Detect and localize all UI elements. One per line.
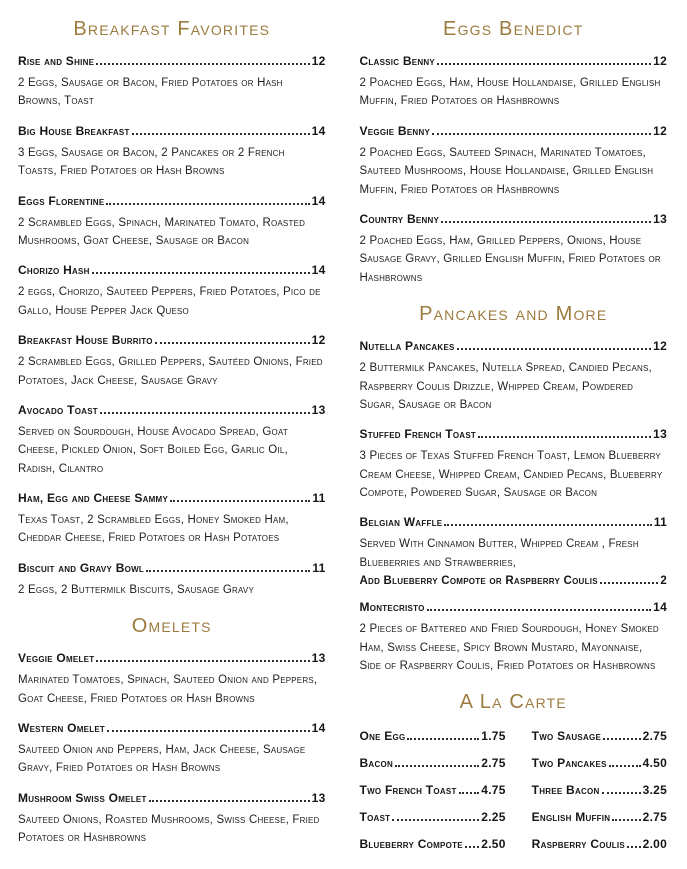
menu-item-breakfast-house-burrito [18,333,326,390]
a-la-carte-name: Bacon [359,756,393,771]
a-la-carte-name: Blueberry Compote [359,837,463,852]
dot-leader [441,221,651,223]
dot-leader [107,730,310,732]
a-la-carte-name: Raspberry Coulis [531,837,625,852]
menu-item-header [18,263,326,277]
dot-leader [612,819,640,821]
menu-item-description: 3 Pieces of Texas Stuffed French Toast, Lemon Blueberry Cream Cheese, Whipped Cream, Candied Pecans, Blueberry Compote, Powdered Sugar, Sausage or Bacon [359,450,663,500]
menu-item-price: 14 [311,721,326,736]
menu-item-header [18,194,326,208]
a-la-carte-name: Two Sausage [531,729,602,744]
menu-item-name: Rise and Shine [18,54,95,68]
right-column [360,10,668,851]
menu-item-description: Sauteed Onions, Roasted Mushrooms, Swiss Cheese, Fried Potatoes or Hashbrowns [18,813,320,845]
a-la-carte-item-two-french-toast [360,783,506,797]
dot-leader [407,738,479,740]
menu-item-avocado-toast [18,403,326,478]
menu-item-price: 14 [311,123,326,138]
menu-item-header [360,427,668,441]
menu-item-description: Marinated Tomatoes, Spinach, Sauteed Onion and Peppers, Goat Cheese, Fried Potatoes or Hash Browns [18,674,318,705]
menu-item-header [360,339,668,353]
menu-item-name: Breakfast House Burrito [18,333,153,348]
menu-item-price: 13 [311,790,326,805]
dot-leader [155,342,310,344]
dot-leader [602,792,641,794]
a-la-carte-item-toast [360,810,506,824]
a-la-carte-price: 2.25 [481,810,506,825]
menu-item-name: Western Omelet [18,721,106,736]
menu-item-header [18,791,326,805]
section-title-a-la-carte: A La Carte [459,691,567,714]
menu-item-name: Big House Breakfast [18,123,130,138]
a-la-carte-name: Two Pancakes [531,756,607,771]
dot-leader [627,846,641,848]
dot-leader [603,738,641,740]
menu-item-big-house-breakfast [18,124,326,181]
addon-name: Add Blueberry Compote or Raspberry Coulis [359,575,598,588]
menu-item-addon [360,575,668,587]
menu-item-header [18,124,326,138]
menu-item-description: 2 Pieces of Battered and Fried Sourdough, Honey Smoked Ham, Swiss Cheese, Spicy Brown Mustard, Mayonnaise, Side of Raspberry Coulis, Fried Potatoes or Hashbrowns [359,623,659,673]
dot-leader [146,570,310,572]
section-title-breakfast-favorites: Breakfast Favorites [73,18,271,40]
menu-item-name: Biscuit and Gravy Bowl [18,560,145,575]
menu-item-price: 13 [653,427,667,442]
menu-item-description: 3 Eggs, Sausage or Bacon, 2 Pancakes or 2 French Toasts, Fried Potatoes or Hash Browns [18,146,285,178]
dot-leader [395,765,479,767]
menu-item-price: 12 [653,54,667,68]
menu-item-ham-egg-cheese-sammy [18,491,326,548]
menu-item-name: Belgian Waffle [359,515,443,530]
menu-item-name: Country Benny [359,211,440,226]
a-la-carte-name: Toast [359,810,391,825]
dot-leader [444,524,651,526]
a-la-carte-price: 4.50 [642,756,667,771]
menu-item-name: Mushroom Swiss Omelet [18,790,147,805]
menu-item-header [18,651,326,665]
a-la-carte-price: 2.75 [481,756,506,771]
menu-item-description: Served on Sourdough, House Avocado Spread, Goat Cheese, Pickled Onion, Soft Boiled Egg, Garlic Oil, Radish, Cilantro [18,425,288,475]
menu-item-header [18,333,326,347]
menu-item-montecristo [360,600,668,675]
menu-item-header [18,403,326,417]
a-la-carte-name: English Muffin [531,810,611,825]
a-la-carte-item-english-muffin [532,810,667,824]
menu-item-western-omelet [18,721,326,778]
a-la-carte-price: 2.75 [642,729,667,744]
dot-leader [92,272,310,274]
a-la-carte-column-2 [532,716,667,851]
a-la-carte-item-two-pancakes [532,756,667,770]
menu-item-price: 14 [311,193,326,208]
a-la-carte-column-1 [360,716,506,851]
section-title-pancakes-and-more: Pancakes and More [419,303,608,326]
section-title-eggs-benedict: Eggs Benedict [443,18,584,40]
left-column [18,10,326,851]
menu-item-veggie-benny [360,124,668,199]
menu-item-mushroom-swiss-omelet [18,791,326,848]
menu-item-header [18,491,326,505]
dot-leader [96,63,309,65]
menu-item-name: Stuffed French Toast [359,427,477,442]
menu-item-header [360,54,668,68]
menu-item-header [360,515,668,529]
menu-item-name: Ham, Egg and Cheese Sammy [18,491,169,506]
menu-item-description: 2 Poached Eggs, Ham, House Hollandaise, Grilled English Muffin, Fried Potatoes or Hashbrowns [359,77,661,108]
menu-item-stuffed-french-toast [360,427,668,502]
a-la-carte-item-one-egg [360,729,506,743]
dot-leader [100,412,310,414]
menu-item-price: 12 [311,54,326,68]
menu-item-name: Nutella Pancakes [359,339,455,354]
menu-item-description: 2 Eggs, Sausage or Bacon, Fried Potatoes or Hash Browns, Toast [18,77,283,108]
menu-item-description: 2 Scrambled Eggs, Grilled Peppers, Sautéed Onions, Fried Potatoes, Jack Cheese, Sausage Gravy [18,356,323,387]
menu-item-price: 12 [653,339,667,354]
dot-leader [170,500,310,502]
menu-item-veggie-omelet [18,651,326,708]
menu-item-country-benny [360,212,668,287]
menu-item-description: Served With Cinnamon Butter, Whipped Cream , Fresh Blueberries and Strawberries, [359,538,639,569]
a-la-carte-price: 2.50 [481,837,506,852]
menu-item-header [18,561,326,575]
menu-item-description: 2 Poached Eggs, Sauteed Spinach, Marinated Tomatoes, Sauteed Mushrooms, House Hollandaise, Grilled English Muffin, Fried Potatoes or Hashbrowns [359,146,654,196]
menu-item-name: Chorizo Hash [18,263,90,278]
menu-item-price: 12 [311,333,326,348]
menu-item-description: 2 Poached Eggs, Ham, Grilled Peppers, Onions, House Sausage Gravy, Grilled English Muffin, Fried Potatoes or Hashbrowns [359,234,661,284]
a-la-carte-name: One Egg [359,729,406,744]
a-la-carte-item-two-sausage [532,729,667,743]
menu-item-name: Veggie Benny [359,123,431,138]
dot-leader [600,582,659,584]
a-la-carte-name: Two French Toast [359,783,457,798]
menu-item-price: 13 [311,651,326,666]
dot-leader [106,203,309,205]
dot-leader [457,348,652,350]
dot-leader [392,819,479,821]
a-la-carte-item-three-bacon [532,783,667,797]
menu-item-price: 14 [653,600,667,615]
section-title-omelets: Omelets [131,615,212,638]
dot-leader [465,846,480,848]
menu-item-eggs-florentine [18,194,326,251]
menu-item-price: 13 [653,211,667,226]
menu-item-header [18,721,326,735]
a-la-carte-price: 2.75 [642,810,667,825]
menu-item-biscuit-and-gravy-bowl [18,561,326,599]
a-la-carte-item-blueberry-compote [360,837,506,851]
dot-leader [427,609,652,611]
menu-item-description: 2 eggs, Chorizo, Sauteed Peppers, Fried Potatoes, Pico de Gallo, House Pepper Jack Queso [18,286,321,317]
menu-item-nutella-pancakes [360,339,668,414]
menu-item-classic-benny [360,54,668,111]
menu-item-price: 13 [311,402,326,417]
menu-item-name: Veggie Omelet [18,651,95,666]
menu-item-rise-and-shine [18,54,326,111]
a-la-carte-name: Three Bacon [531,783,600,798]
menu-item-chorizo-hash [18,263,326,320]
menu-item-description: Sauteed Onion and Peppers, Ham, Jack Cheese, Sausage Gravy, Fried Potatoes or Hash Browns [18,744,306,775]
menu-item-price: 14 [311,263,326,278]
a-la-carte-price: 1.75 [481,729,506,744]
menu-item-description: 2 Buttermilk Pancakes, Nutella Spread, Candied Pecans, Raspberry Coulis Drizzle, Whipped Cream, Powdered Sugar, Sausage or Bacon [359,362,652,411]
dot-leader [609,765,641,767]
a-la-carte-price: 4.75 [481,783,506,798]
menu-item-description: 2 Eggs, 2 Buttermilk Biscuits, Sausage Gravy [18,583,254,596]
dot-leader [432,133,651,135]
menu-item-description: 2 Scrambled Eggs, Spinach, Marinated Tomato, Roasted Mushrooms, Goat Cheese, Sausage or Bacon [18,216,306,247]
menu-item-name: Avocado Toast [18,402,98,417]
addon-price: 2 [660,575,667,588]
menu-item-header [360,600,668,614]
dot-leader [149,800,310,802]
dot-leader [437,63,651,65]
a-la-carte-item-bacon [360,756,506,770]
a-la-carte-price: 2.00 [642,837,667,852]
menu-item-price: 11 [312,491,326,506]
dot-leader [96,660,309,662]
a-la-carte-item-raspberry-coulis [532,837,667,851]
dot-leader [132,133,310,135]
menu-item-belgian-waffle [360,515,668,587]
menu-item-header [360,212,668,226]
menu-item-name: Classic Benny [359,54,435,68]
menu-item-price: 12 [653,123,667,138]
menu-item-name: Montecristo [359,600,425,615]
dot-leader [459,792,480,794]
a-la-carte-grid [360,716,668,851]
menu-item-price: 11 [653,515,667,530]
menu-item-price: 11 [312,560,326,575]
dot-leader [478,436,651,438]
a-la-carte-price: 3.25 [642,783,667,798]
menu-item-header [18,54,326,68]
menu-item-name: Eggs Florentine [18,193,105,208]
menu-item-description: Texas Toast, 2 Scrambled Eggs, Honey Smoked Ham, Cheddar Cheese, Fried Potatoes or Hash Potatoes [18,514,289,545]
menu-item-header [360,124,668,138]
